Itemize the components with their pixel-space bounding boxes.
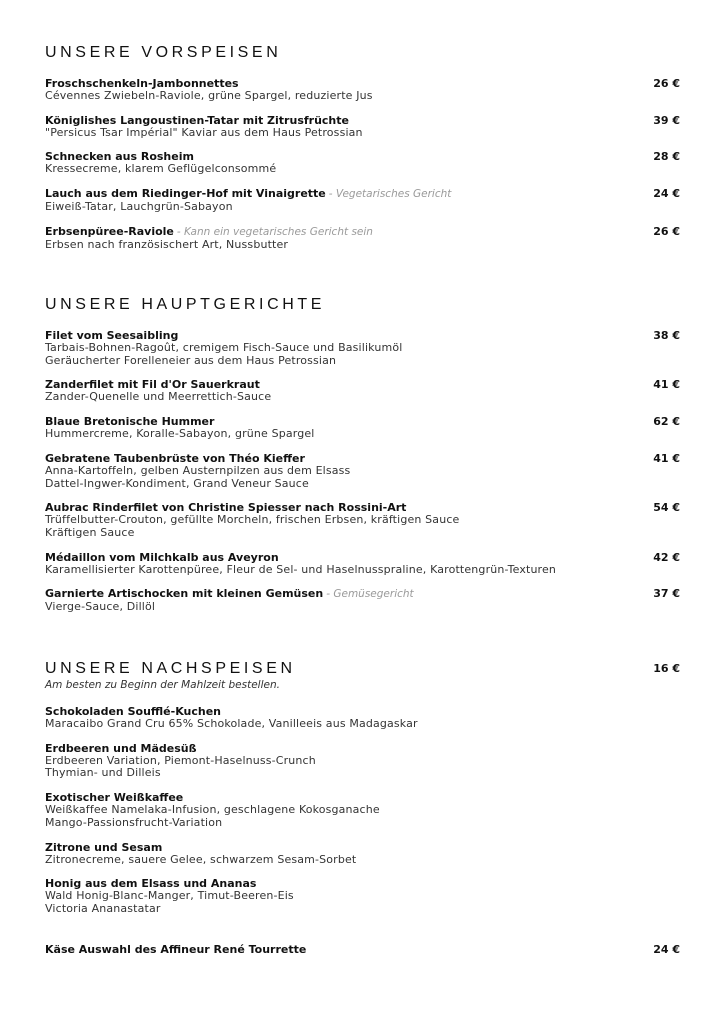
item-description: Maracaibo Grand Cru 65% Schokolade, Vanilleeis aus Madagaskar: [45, 717, 418, 730]
menu-item: [45, 841, 685, 867]
item-description: Weißkaffee Namelaka-Infusion, geschlagene Kokosganache: [45, 803, 380, 817]
item-name-row: [45, 225, 685, 239]
menu-item: [45, 187, 685, 214]
item-description: Hummercreme, Koralle-Sabayon, grüne Spargel: [45, 427, 315, 441]
item-name: Médaillon vom Milchkalb aus Aveyron: [45, 550, 279, 564]
item-name-row: [45, 187, 685, 201]
item-name: Lauch aus dem Riedinger-Hof mit Vinaigrette: [45, 187, 326, 201]
menu-item: [45, 551, 685, 577]
menu-item: [45, 114, 685, 140]
item-price: 26 €: [653, 77, 680, 90]
item-name: Erbsenpüree-Raviole: [45, 224, 174, 238]
item-price: 54 €: [653, 501, 680, 515]
item-price: 26 €: [653, 224, 680, 238]
section-hauptgerichte: [45, 295, 685, 625]
item-name-row: [45, 841, 685, 854]
item-description: "Persicus Tsar Impérial" Kaviar aus dem Haus Petrossian: [45, 125, 363, 139]
item-description: Dattel-Ingwer-Kondiment, Grand Veneur Sauce: [45, 476, 309, 490]
item-name: Blaue Bretonische Hummer: [45, 415, 215, 429]
item-name: Honig aus dem Elsass und Ananas: [45, 877, 257, 891]
menu-item: [45, 452, 685, 490]
item-name: Schokoladen Soufflé-Kuchen: [45, 705, 222, 718]
menu-item: [45, 877, 685, 915]
item-name: Froschschenkeln-Jambonnettes: [45, 77, 239, 90]
item-name: Garnierte Artischocken mit kleinen Gemüsen: [45, 587, 324, 601]
item-description: Erbsen nach französischert Art, Nussbutter: [45, 237, 289, 251]
item-price: 24 €: [653, 943, 680, 956]
menu-item: [45, 77, 685, 103]
item-description: Tarbais-Bohnen-Ragoût, cremigem Fisch-Sauce und Basilikumöl: [45, 341, 403, 354]
menu-items: [45, 329, 685, 614]
item-price: 37 €: [653, 587, 680, 601]
cheese-item: [45, 943, 685, 956]
item-price: 62 €: [653, 415, 680, 429]
item-name: Exotischer Weißkaffee: [45, 791, 184, 805]
item-name-row: [45, 452, 685, 465]
item-description: Zitronecreme, sauere Gelee, schwarzem Sesam-Sorbet: [45, 852, 357, 866]
menu-items: [45, 705, 685, 916]
item-name: Aubrac Rinderfilet von Christine Spiesser nach Rossini-Art: [45, 501, 407, 515]
item-name: Erdbeeren und Mädesüß: [45, 741, 197, 755]
item-price: 28 €: [653, 150, 680, 164]
item-name: Gebratene Taubenbrüste von Théo Kieffer: [45, 451, 305, 465]
item-description: Eiweiß-Tatar, Lauchgrün-Sabayon: [45, 200, 233, 214]
item-name: Schnecken aus Rosheim: [45, 150, 194, 164]
menu-item: [45, 501, 685, 539]
section-title: UNSERE HAUPTGERICHTE: [45, 296, 326, 313]
item-description: Thymian- und Dilleis: [45, 766, 161, 780]
item-description: Mango-Passionsfrucht-Variation: [45, 815, 223, 829]
item-tag: - Kann ein vegetarisches Gericht sein: [176, 225, 373, 238]
item-description: Erdbeeren Variation, Piemont-Haselnuss-Crunch: [45, 753, 316, 767]
menu-item: [45, 329, 685, 367]
item-price: 24 €: [653, 187, 680, 201]
item-description: Anna-Kartoffeln, gelben Austernpilzen aus dem Elsass: [45, 463, 351, 477]
section-nachspeisen: [45, 659, 685, 927]
item-name-row: [45, 742, 685, 755]
item-description: Cévennes Zwiebeln-Raviole, grüne Spargel, reduzierte Jus: [45, 89, 373, 102]
section-vorspeisen: [45, 43, 685, 263]
item-name: Zanderfilet mit Fil d'Or Sauerkraut: [45, 378, 260, 392]
item-description: Karamellisierter Karottenpüree, Fleur de Sel- und Haselnusspraline, Karottengrün-Texturen: [45, 562, 557, 576]
item-name-row: [45, 114, 685, 127]
item-name: Filet vom Seesaibling: [45, 329, 179, 342]
menu-item: [45, 225, 685, 252]
dessert-price: 16 €: [653, 662, 680, 675]
item-name: Käse Auswahl des Affineur René Tourrette: [45, 943, 307, 956]
section-title: UNSERE VORSPEISEN: [45, 44, 282, 61]
menu-item: [45, 150, 685, 176]
section-note: Am besten zu Beginn der Mahlzeit bestellen.: [45, 679, 280, 691]
menu-item: [45, 791, 685, 829]
item-price: 38 €: [653, 329, 680, 342]
item-name-row: [45, 587, 685, 601]
item-name: Königlishes Langoustinen-Tatar mit Zitrusfrüchte: [45, 113, 349, 127]
item-name: Zitrone und Sesam: [45, 840, 163, 854]
item-name-row: [45, 551, 685, 564]
item-description: Kressecreme, klarem Geflügelconsommé: [45, 162, 277, 176]
item-description: Geräucherter Forelleneier aus dem Haus Petrossian: [45, 353, 337, 367]
item-tag: - Gemüsegericht: [326, 588, 414, 601]
item-description: Wald Honig-Blanc-Manger, Timut-Beeren-Eis: [45, 889, 294, 903]
menu-items: [45, 77, 685, 252]
item-description: Kräftigen Sauce: [45, 525, 135, 539]
menu-item: [45, 587, 685, 614]
item-price: 41 €: [653, 451, 680, 465]
menu-item: [45, 378, 685, 404]
item-description: Zander-Quenelle und Meerrettich-Sauce: [45, 390, 272, 404]
menu-item: [45, 415, 685, 441]
item-price: 39 €: [653, 113, 680, 127]
menu-item: [45, 705, 685, 731]
section-title: UNSERE NACHSPEISEN: [45, 660, 296, 677]
item-price: 42 €: [653, 550, 680, 564]
menu-item: [45, 742, 685, 780]
item-description: Victoria Ananastatar: [45, 901, 161, 915]
item-description: Vierge-Sauce, Dillöl: [45, 600, 156, 614]
item-description: Trüffelbutter-Crouton, gefüllte Morcheln, frischen Erbsen, kräftigen Sauce: [45, 513, 460, 527]
item-tag: - Vegetarisches Gericht: [328, 188, 452, 201]
item-price: 41 €: [653, 378, 680, 392]
